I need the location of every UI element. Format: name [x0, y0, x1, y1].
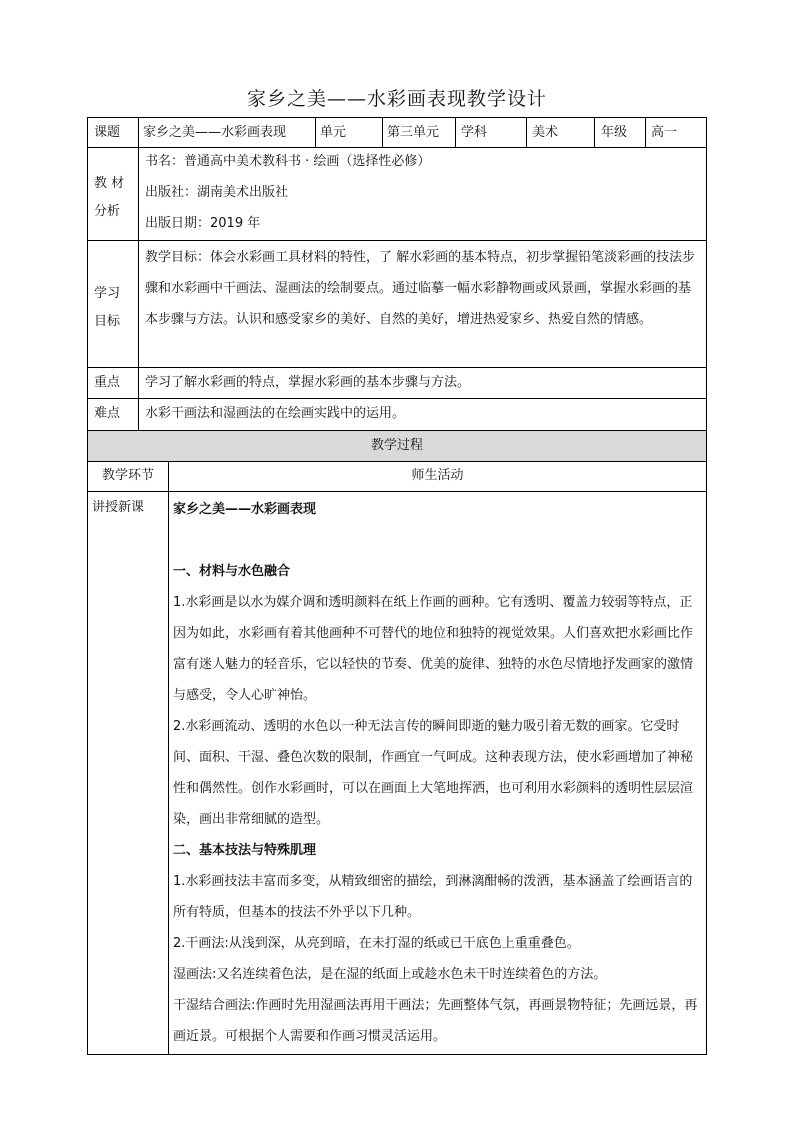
paragraph-4: 2.干画法:从浅到深，从亮到暗，在未打湿的纸或已干底色上重重叠色。 [173, 936, 580, 951]
process-col2-header: 师生活动 [411, 468, 464, 483]
spacer [173, 525, 703, 556]
row-divider [87, 461, 707, 462]
grade-value: 高一 [651, 125, 678, 140]
textbook-book: 书名：普通高中美术教科书 · 绘画（选择性必修） [145, 154, 431, 169]
key-point-text: 学习了解水彩画的特点，掌握水彩画的基本步骤与方法。 [145, 375, 471, 390]
row-divider [87, 367, 707, 368]
col-divider [455, 117, 456, 147]
process-header: 教学过程 [370, 438, 423, 453]
difficulty-label: 难点 [94, 406, 121, 421]
subject-label: 学科 [461, 125, 488, 140]
subject-value: 美术 [532, 125, 559, 140]
section-heading-1: 一、材料与水色融合 [173, 564, 291, 579]
objectives-text [145, 242, 702, 335]
objectives-paragraph: 教学目标：体会水彩画工具材料的特性，了 解水彩画的基本特点，初步掌握铅笔淡彩画的技法步骤和水彩画中干画法、湿画法的绘制要点。通过临摹一幅水彩静物画或风景画，掌握水彩画的基本步骤与方法。认识和感受家乡的美好、自然的美好，增进热爱家乡、热爱自然的情感。 [145, 250, 696, 327]
course-label: 课题 [94, 125, 121, 140]
col-divider [645, 117, 646, 147]
grade-label: 年级 [601, 125, 628, 140]
textbook-label-line2: 分析 [94, 204, 121, 219]
row-divider [87, 147, 707, 148]
paragraph-5: 湿画法:又名连续着色法，是在湿的纸面上或趁水色未干时连续着色的方法。 [173, 967, 607, 982]
row-divider [87, 491, 707, 492]
col-divider [168, 461, 169, 1055]
process-col1-header: 教学环节 [101, 468, 154, 483]
page-title: 家乡之美——水彩画表现教学设计 [246, 88, 547, 110]
textbook-label [94, 170, 124, 226]
paragraph-3: 1.水彩画技法丰富而多变，从精致细密的描绘，到淋漓酣畅的泼洒，基本涵盖了绘画语言的所有特质，但基本的技法不外乎以下几种。 [173, 874, 693, 920]
col-divider [382, 117, 383, 147]
col-divider [526, 117, 527, 147]
textbook-date: 出版日期：2019 年 [145, 216, 261, 231]
activity-content [173, 494, 703, 1052]
col-divider [594, 117, 595, 147]
objectives-label-line1: 学习 [94, 286, 121, 301]
textbook-publisher: 出版社：湖南美术出版社 [145, 185, 289, 200]
difficulty-text: 水彩干画法和湿画法的在绘画实践中的运用。 [145, 406, 406, 421]
col-divider [315, 117, 316, 147]
unit-label: 单元 [320, 125, 347, 140]
section-heading-2: 二、基本技法与特殊肌理 [173, 843, 317, 858]
lesson-title: 家乡之美——水彩画表现 [173, 502, 317, 517]
course-value: 家乡之美——水彩画表现 [143, 125, 287, 140]
row-divider [87, 430, 707, 431]
row-divider [87, 398, 707, 399]
row-divider [87, 240, 707, 241]
paragraph-2: 2.水彩画流动、透明的水色以一种无法言传的瞬间即逝的魅力吸引着无数的画家。它受时间、面积、干湿、叠色次数的限制，作画宜一气呵成。这种表现方法，使水彩画增加了神秘性和偶然性。创作水彩画时，可以在画面上大笔地挥洒，也可利用水彩颜料的透明性层层渲染，画出非常细腻的造型。 [173, 719, 694, 827]
textbook-label-line1: 教 材 [94, 176, 125, 191]
paragraph-6: 干湿结合画法:作画时先用湿画法再用干画法；先画整体气氛，再画景物特征；先画远景，再画近景。可根据个人需要和作画习惯灵活运用。 [173, 998, 698, 1044]
key-point-label: 重点 [94, 375, 121, 390]
col-divider [138, 117, 139, 430]
paragraph-1: 1.水彩画是以水为媒介调和透明颜料在纸上作画的画种。它有透明、覆盖力较弱等特点，正因为如此，水彩画有着其他画种不可替代的地位和独特的视觉效果。人们喜欢把水彩画比作富有迷人魅力的轻音乐，它以轻快的节奏、优美的旋律、独特的水色尽情地抒发画家的激情与感受，令人心旷神怡。 [173, 595, 694, 703]
objectives-label [94, 280, 120, 336]
objectives-label-line2: 目标 [94, 314, 121, 329]
stage-label: 讲授新课 [92, 500, 145, 515]
unit-value: 第三单元 [387, 125, 440, 140]
